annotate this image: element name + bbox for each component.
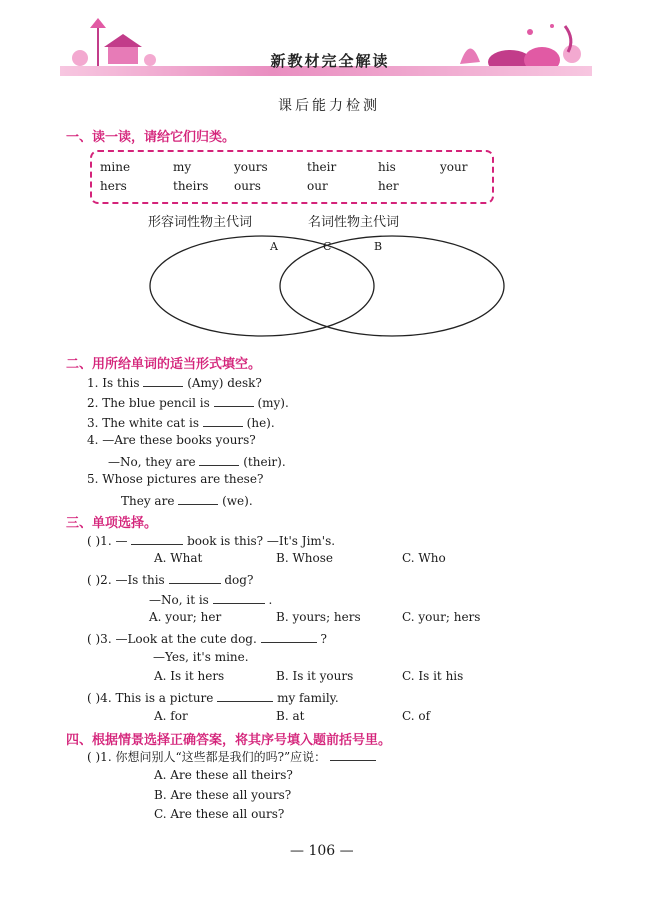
- mc-question-3: ( )3. —Look at the cute dog. ?: [87, 632, 327, 646]
- answer-blank[interactable]: [217, 689, 273, 702]
- word-item: ours: [234, 179, 261, 193]
- venn-region-c: C: [323, 240, 332, 253]
- venn-ellipse-left[interactable]: [150, 236, 374, 336]
- mc-question-1: ( )1. — book is this? —It's Jim's.: [87, 534, 336, 548]
- answer-blank[interactable]: [143, 374, 183, 387]
- option-b[interactable]: B. at: [276, 709, 305, 723]
- word-item: yours: [234, 160, 268, 174]
- answer-paren[interactable]: ( )3. —Look at the cute dog.: [87, 632, 257, 646]
- word-item: their: [307, 160, 337, 174]
- option-c[interactable]: C. Who: [402, 551, 446, 565]
- word-item: his: [378, 160, 396, 174]
- option-a[interactable]: A. Is it hers: [154, 669, 225, 683]
- section3-title: 三、单项选择。: [66, 516, 158, 531]
- word-item: mine: [100, 160, 131, 174]
- option-a[interactable]: A. What: [154, 551, 203, 565]
- answer-paren[interactable]: ( )1. 你想问别人“这些都是我们的吗?”应说：: [87, 750, 327, 764]
- venn-label-left: 形容词性物主代词: [148, 215, 253, 230]
- option-c[interactable]: C. Is it his: [402, 669, 464, 683]
- word-item: your: [440, 160, 468, 174]
- venn-label-right: 名词性物主代词: [308, 215, 400, 230]
- fill-item-3: 3. The white cat is (he).: [87, 416, 275, 430]
- header-title: 新教材完全解读: [270, 52, 390, 70]
- page-number: — 106 —: [290, 843, 354, 859]
- answer-paren[interactable]: ( )4. This is a picture: [87, 691, 214, 705]
- option-b[interactable]: B. yours; hers: [276, 610, 361, 624]
- answer-blank[interactable]: [199, 453, 239, 466]
- option-c[interactable]: C. of: [402, 709, 431, 723]
- option-b[interactable]: B. Are these all yours?: [154, 788, 292, 802]
- word-item: my: [173, 160, 192, 174]
- venn-region-b: B: [374, 240, 383, 253]
- option-b[interactable]: B. Is it yours: [276, 669, 354, 683]
- venn-region-a: A: [270, 240, 278, 253]
- fill-item-5: 5. Whose pictures are these?: [87, 472, 264, 486]
- situation-question-1: [87, 748, 376, 765]
- fill-item-5b: They are (we).: [121, 494, 253, 508]
- answer-blank[interactable]: [131, 532, 183, 545]
- answer-blank[interactable]: [330, 748, 376, 761]
- fill-item-4: 4. —Are these books yours?: [87, 433, 256, 447]
- venn-ellipse-right[interactable]: [280, 236, 504, 336]
- answer-blank[interactable]: [214, 394, 254, 407]
- section1-title: 一、读一读，请给它们归类。: [66, 130, 236, 145]
- fill-item-4b: —No, they are (their).: [108, 455, 286, 469]
- answer-blank[interactable]: [169, 571, 221, 584]
- fill-item-1: 1. Is this (Amy) desk?: [87, 376, 262, 390]
- mc-question-2: ( )2. —Is this dog?: [87, 573, 254, 587]
- fill-item-2: 2. The blue pencil is (my).: [87, 396, 289, 410]
- page-title: 课后能力检测: [278, 98, 380, 114]
- section2-title: 二、用所给单词的适当形式填空。: [66, 357, 262, 372]
- answer-blank[interactable]: [178, 492, 218, 505]
- section4-title: 四、根据情景选择正确答案，将其序号填入题前括号里。: [66, 733, 392, 748]
- word-item: hers: [100, 179, 127, 193]
- mc-question-4: ( )4. This is a picture my family.: [87, 691, 339, 705]
- option-c[interactable]: C. Are these all ours?: [154, 807, 285, 821]
- option-c[interactable]: C. your; hers: [402, 610, 481, 624]
- option-a[interactable]: A. for: [154, 709, 188, 723]
- answer-paren[interactable]: ( )1. —: [87, 534, 128, 548]
- word-item: our: [307, 179, 328, 193]
- answer-blank[interactable]: [213, 591, 265, 604]
- answer-paren[interactable]: ( )2. —Is this: [87, 573, 165, 587]
- option-b[interactable]: B. Whose: [276, 551, 333, 565]
- option-a[interactable]: A. Are these all theirs?: [154, 768, 293, 782]
- answer-blank[interactable]: [261, 630, 317, 643]
- word-item: theirs: [173, 179, 209, 193]
- word-item: her: [378, 179, 399, 193]
- mc-question-3-line2: —Yes, it's mine.: [153, 650, 249, 664]
- mc-question-2-line2: —No, it is .: [149, 593, 273, 607]
- option-a[interactable]: A. your; her: [149, 610, 222, 624]
- word-box: [90, 150, 494, 204]
- header-banner: [60, 14, 592, 80]
- answer-blank[interactable]: [203, 414, 243, 427]
